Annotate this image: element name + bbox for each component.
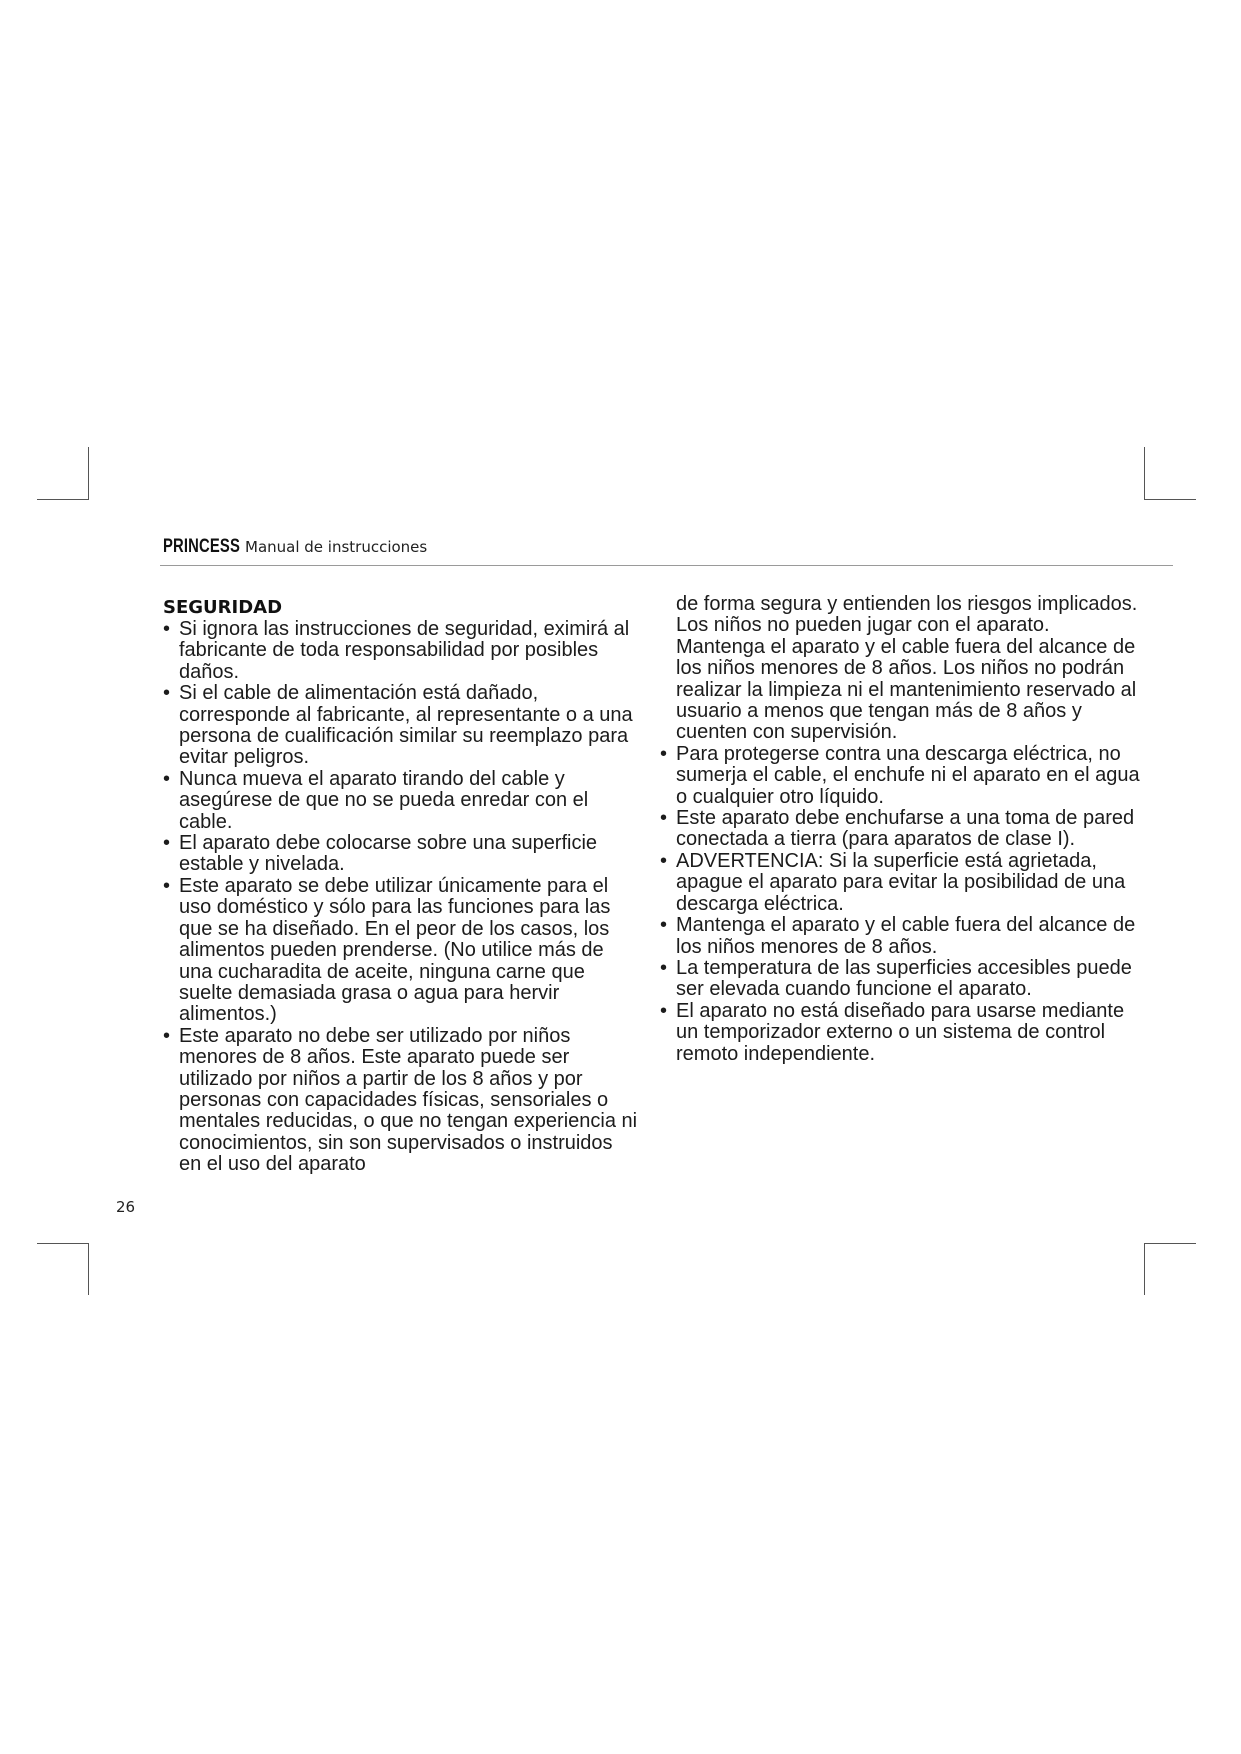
page-number: 26: [116, 1198, 136, 1216]
crop-mark-bottom-left-h: [37, 1243, 89, 1244]
crop-mark-bottom-right-h: [1144, 1243, 1196, 1244]
list-item: • El aparato debe colocarse sobre una superficie estable y nivelada.: [163, 833, 638, 876]
list-item: • Este aparato debe enchufarse a una toma de pared conectada a tierra (para aparatos de clase I).: [660, 808, 1140, 851]
list-item: • La temperatura de las superficies accesibles puede ser elevada cuando funcione el aparato.: [660, 958, 1140, 1001]
crop-mark-top-right-v: [1144, 447, 1145, 500]
right-safety-list: [660, 744, 1140, 1065]
crop-mark-top-right-h: [1144, 499, 1196, 500]
crop-mark-top-left-v: [88, 447, 89, 500]
page-header: [163, 536, 427, 562]
brand-logo: PRINCESS: [163, 536, 241, 557]
list-item: • ADVERTENCIA: Si la superficie está agrietada, apague el aparato para evitar la posibilidad de una descarga eléctrica.: [660, 851, 1140, 915]
list-item: • Este aparato se debe utilizar únicamente para el uso doméstico y sólo para las funciones para las que se ha diseñado. En el peor de los casos, los alimentos pueden prenderse. (No utilice más de una cucharadita de aceite, ninguna carne que suelte demasiada grasa o agua para hervir alimentos.): [163, 876, 638, 1026]
list-item: • Nunca mueva el aparato tirando del cable y asegúrese de que no se pueda enredar con el cable.: [163, 769, 638, 833]
left-column: [163, 597, 638, 1176]
list-item: • Mantenga el aparato y el cable fuera del alcance de los niños menores de 8 años.: [660, 915, 1140, 958]
crop-mark-bottom-right-v: [1144, 1243, 1145, 1295]
list-item: • Si ignora las instrucciones de seguridad, eximirá al fabricante de toda responsabilidad por posibles daños.: [163, 619, 638, 683]
manual-subtitle: Manual de instrucciones: [245, 538, 428, 556]
header-divider: [160, 565, 1173, 566]
crop-mark-top-left-h: [37, 499, 89, 500]
list-item-continuation: de forma segura y entienden los riesgos implicados. Los niños no pueden jugar con el aparato. Mantenga el aparato y el cable fuera del alcance de los niños menores de 8 años. Los niños no podrán realizar la limpieza ni el mantenimiento reservado al usuario a menos que tengan más de 8 años y cuenten con supervisión.: [676, 593, 1138, 744]
left-safety-list: [163, 619, 638, 1176]
list-item: • Si el cable de alimentación está dañado, corresponde al fabricante, al representante o a una persona de cualificación similar su reemplazo para evitar peligros.: [163, 683, 638, 769]
list-item: • El aparato no está diseñado para usarse mediante un temporizador externo o un sistema de control remoto independiente.: [660, 1001, 1140, 1065]
right-column: [660, 594, 1140, 1065]
section-heading: SEGURIDAD: [163, 597, 283, 618]
list-item: • Para protegerse contra una descarga eléctrica, no sumerja el cable, el enchufe ni el aparato en el agua o cualquier otro líquido.: [660, 744, 1140, 808]
crop-mark-bottom-left-v: [88, 1243, 89, 1295]
list-item: • Este aparato no debe ser utilizado por niños menores de 8 años. Este aparato puede ser utilizado por niños a partir de los 8 años y por personas con capacidades físicas, sensoriales o mentales reducidas, o que no tengan experiencia ni conocimientos, sin son supervisados o instruidos en el uso del aparato: [163, 1026, 638, 1176]
